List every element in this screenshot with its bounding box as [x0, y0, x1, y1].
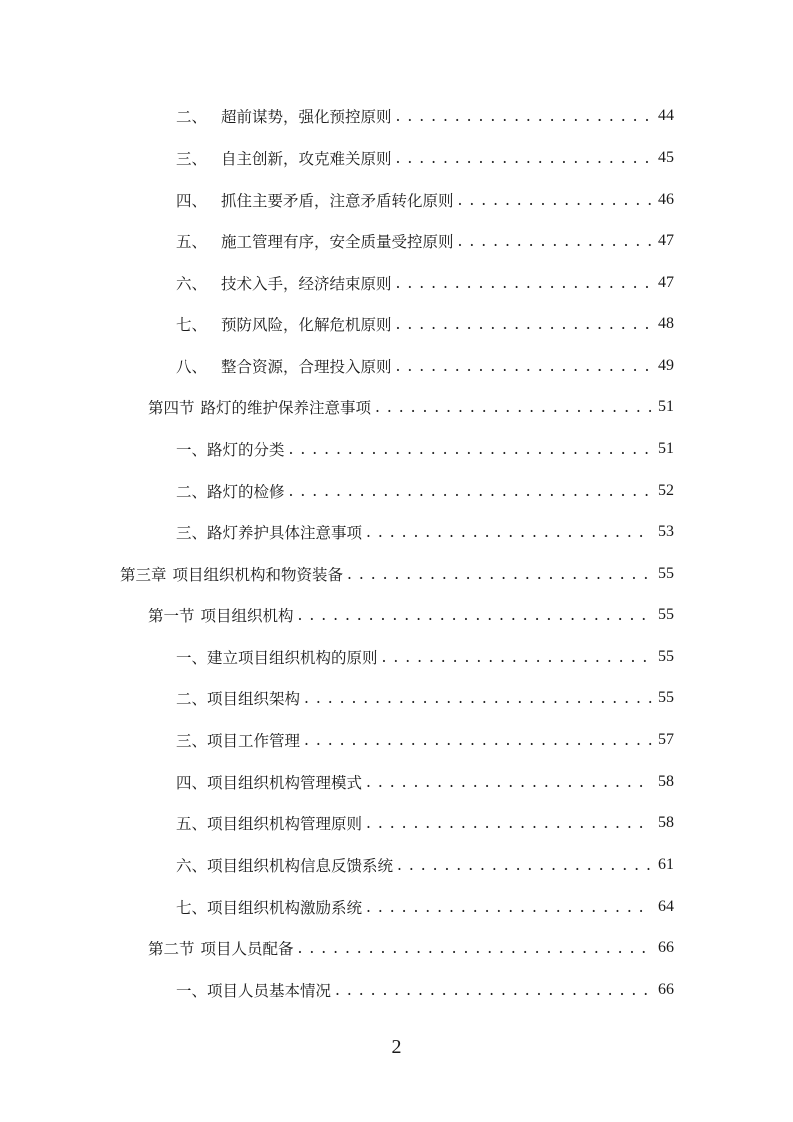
toc-entry-number: 一、 — [176, 982, 208, 1000]
toc-leader-dots — [304, 689, 652, 707]
toc-entry-page: 55 — [658, 648, 674, 665]
toc-leader-dots — [335, 981, 652, 999]
toc-section-entry[interactable] — [148, 601, 674, 629]
toc-entry-number: 三、 — [176, 524, 208, 542]
toc-entry-page: 45 — [658, 149, 674, 166]
toc-entry-number: 二、 — [176, 690, 208, 708]
toc-entry-title: 抓住主要矛盾，注意矛盾转化原则 — [221, 192, 454, 210]
toc-entry-number: 六、 — [176, 275, 208, 293]
toc-entry-title: 路灯的分类 — [207, 441, 285, 459]
toc-entry-number: 二、 — [176, 483, 208, 501]
toc-entry-page: 48 — [658, 315, 674, 332]
toc-entry-number: 五、 — [176, 233, 208, 251]
toc-entry[interactable] — [176, 726, 674, 754]
toc-entry-page: 51 — [658, 440, 674, 457]
toc-entry-title: 项目组织机构 — [200, 607, 294, 625]
toc-entry-title: 项目组织机构激励系统 — [207, 899, 363, 917]
toc-entry[interactable] — [176, 269, 674, 297]
toc-entry[interactable] — [176, 102, 674, 130]
toc-entry[interactable] — [176, 144, 674, 172]
toc-entry-title: 项目工作管理 — [207, 732, 301, 750]
toc-entry-page: 58 — [658, 814, 674, 831]
toc-entry[interactable] — [176, 809, 674, 837]
toc-entry-page: 47 — [658, 232, 674, 249]
toc-leader-dots — [289, 482, 652, 500]
toc-entry-title: 项目人员基本情况 — [207, 982, 332, 1000]
toc-leader-dots — [347, 565, 652, 583]
toc-entry-number: 一、 — [176, 649, 208, 667]
toc-entry-page: 51 — [658, 398, 674, 415]
toc-entry-title: 路灯的检修 — [207, 483, 285, 501]
toc-entry-title: 项目组织机构管理原则 — [207, 815, 363, 833]
toc-entry-title: 项目组织机构和物资装备 — [172, 566, 344, 584]
toc-entry[interactable] — [176, 893, 674, 921]
toc-entry-number: 第二节 — [148, 940, 195, 958]
toc-entry-page: 49 — [658, 357, 674, 374]
toc-entry[interactable] — [176, 310, 674, 338]
toc-entry-number: 六、 — [176, 857, 208, 875]
toc-entry[interactable] — [176, 227, 674, 255]
toc-entry-page: 66 — [658, 939, 674, 956]
toc-entry-page: 66 — [658, 981, 674, 998]
toc-entry-number: 三、 — [176, 150, 208, 168]
toc-entry-page: 57 — [658, 731, 674, 748]
toc-leader-dots — [366, 523, 652, 541]
toc-entry-number: 第一节 — [148, 607, 195, 625]
toc-entry-number: 四、 — [176, 774, 208, 792]
toc-entry-title: 项目组织机构信息反馈系统 — [207, 857, 394, 875]
toc-entry-page: 53 — [658, 523, 674, 540]
toc-entry-title: 路灯养护具体注意事项 — [207, 524, 363, 542]
toc-entry-number: 三、 — [176, 732, 208, 750]
toc-leader-dots — [396, 274, 652, 292]
toc-entry[interactable] — [176, 518, 674, 546]
toc-entry-page: 47 — [658, 274, 674, 291]
toc-entry-page: 46 — [658, 191, 674, 208]
page-number: 2 — [391, 1036, 402, 1058]
toc-entry-number: 五、 — [176, 815, 208, 833]
toc-entry-page: 55 — [658, 606, 674, 623]
toc-leader-dots — [458, 232, 652, 250]
toc-entry-page: 61 — [658, 856, 674, 873]
toc-entry-number: 第三章 — [120, 566, 167, 584]
toc-entry-title: 技术入手，经济结束原则 — [221, 275, 392, 293]
toc-section-entry[interactable] — [148, 934, 674, 962]
toc-entry-title: 超前谋势，强化预控原则 — [221, 108, 392, 126]
toc-entry[interactable] — [176, 435, 674, 463]
toc-leader-dots — [366, 898, 652, 916]
toc-entry[interactable] — [176, 851, 674, 879]
toc-entry-number: 七、 — [176, 316, 208, 334]
toc-entry-number: 一、 — [176, 441, 208, 459]
toc-entry-title: 预防风险，化解危机原则 — [221, 316, 392, 334]
toc-entry-title: 整合资源，合理投入原则 — [221, 358, 392, 376]
toc-leader-dots — [396, 149, 652, 167]
toc-leader-dots — [382, 648, 652, 666]
toc-leader-dots — [298, 939, 652, 957]
toc-entry-number: 七、 — [176, 899, 208, 917]
toc-section-entry[interactable] — [148, 393, 674, 421]
toc-entry-page: 55 — [658, 689, 674, 706]
toc-entry[interactable] — [176, 684, 674, 712]
toc-entry-number: 二、 — [176, 108, 208, 126]
toc-leader-dots — [298, 606, 652, 624]
toc-entry-title: 路灯的维护保养注意事项 — [200, 399, 372, 417]
toc-entry-title: 项目人员配备 — [200, 940, 294, 958]
toc-leader-dots — [366, 773, 652, 791]
toc-entry[interactable] — [176, 352, 674, 380]
toc-entry-page: 44 — [658, 107, 674, 124]
toc-entry[interactable] — [176, 477, 674, 505]
toc-leader-dots — [396, 315, 652, 333]
toc-leader-dots — [304, 731, 652, 749]
toc-entry-number: 四、 — [176, 192, 208, 210]
toc-entry[interactable] — [176, 768, 674, 796]
toc-leader-dots — [396, 357, 652, 375]
toc-leader-dots — [289, 440, 652, 458]
toc-entry-number: 八、 — [176, 358, 208, 376]
toc-entry-number: 第四节 — [148, 399, 195, 417]
toc-chapter-entry[interactable] — [120, 560, 674, 588]
toc-entry-page: 52 — [658, 482, 674, 499]
toc-entry-title: 自主创新，攻克难关原则 — [221, 150, 392, 168]
toc-entry[interactable] — [176, 186, 674, 214]
toc-entry-title: 项目组织架构 — [207, 690, 301, 708]
toc-entry-title: 施工管理有序，安全质量受控原则 — [221, 233, 454, 251]
toc-entry-page: 55 — [658, 565, 674, 582]
toc-leader-dots — [396, 107, 652, 125]
toc-entry-page: 64 — [658, 898, 674, 915]
toc-entry-title: 建立项目组织机构的原则 — [207, 649, 378, 667]
toc-entry[interactable] — [176, 643, 674, 671]
toc-leader-dots — [375, 398, 652, 416]
toc-entry-page: 58 — [658, 773, 674, 790]
toc-leader-dots — [397, 856, 652, 874]
toc-entry[interactable] — [176, 976, 674, 1004]
toc-entry-title: 项目组织机构管理模式 — [207, 774, 363, 792]
toc-leader-dots — [458, 191, 652, 209]
toc-leader-dots — [366, 814, 652, 832]
